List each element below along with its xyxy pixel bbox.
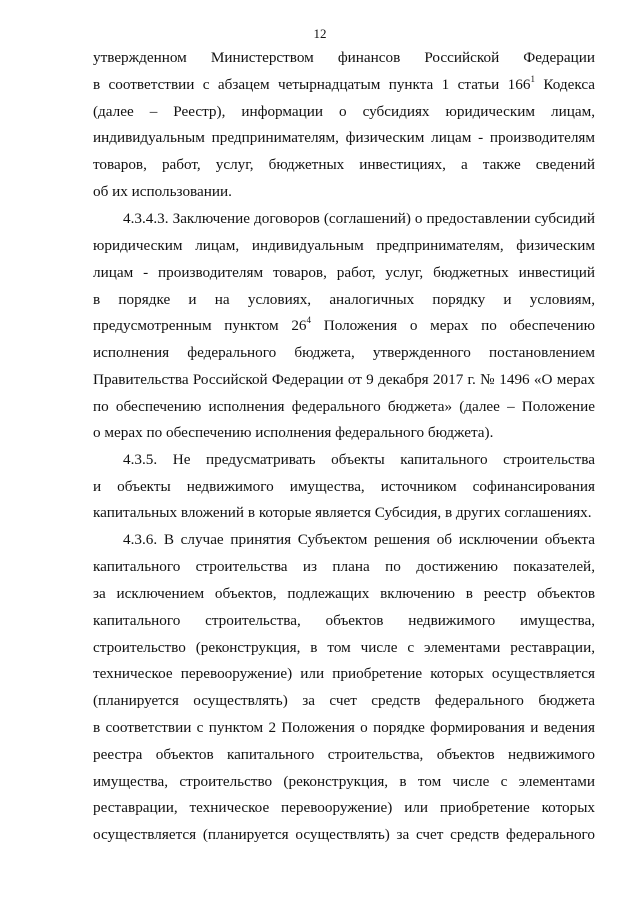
page-number: 12: [313, 26, 327, 41]
text-line: о мерах по обеспечению исполнения федерального бюджета).: [93, 424, 494, 441]
text-line: капитальных вложений в которые является Субсидия, в других соглашениях.: [93, 504, 592, 521]
text-line: за исключением объектов, подлежащих включению в реестр объектов: [93, 585, 595, 602]
text-line: лицам - производителям товаров, работ, услуг, бюджетных инвестиций: [93, 264, 595, 281]
text-line: (далее – Реестр), информации о субсидиях юридическим лицам,: [93, 103, 595, 120]
text-line: 4.3.4.3. Заключение договоров (соглашений) о предоставлении субсидий: [123, 210, 595, 227]
footnote-superscript: 4: [306, 314, 312, 325]
text-line: юридическим лицам, индивидуальным предпринимателям, физическим: [93, 237, 595, 254]
text-line: капитального строительства из плана по достижению показателей,: [93, 558, 595, 575]
text-line-part: в соответствии с абзацем четырнадцатым пункта 1 статьи 166: [93, 76, 531, 93]
text-line: 4.3.5. Не предусматривать объекты капитального строительства: [123, 451, 595, 468]
text-line-part: Положения о мерах по обеспечению: [311, 317, 596, 334]
text-line: об их использовании.: [93, 183, 232, 200]
text-line-part: предусмотренным пунктом 26: [93, 317, 307, 334]
text-line: товаров, работ, услуг, бюджетных инвестициях, а также сведений: [93, 156, 595, 173]
text-line: индивидуальным предпринимателям, физическим лицам - производителям: [93, 129, 595, 146]
text-line: капитального строительства, объектов недвижимого имущества,: [93, 612, 595, 629]
footnote-superscript: 1: [530, 73, 535, 84]
text-line: техническое перевооружение) или приобретение которых осуществляется: [93, 665, 595, 682]
text-line: и объекты недвижимого имущества, источником софинансирования: [93, 478, 595, 495]
text-line: утвержденном Министерством финансов Российской Федерации: [93, 49, 595, 66]
text-line: строительство (реконструкция, в том числе с элементами реставрации,: [93, 639, 595, 656]
text-line: осуществляется (планируется осуществлять) за счет средств федерального: [93, 826, 595, 843]
text-line: по обеспечению исполнения федерального бюджета» (далее – Положение: [93, 398, 595, 415]
text-line: (планируется осуществлять) за счет средств федерального бюджета: [93, 692, 595, 709]
text-line: реставрации, техническое перевооружение) или приобретение которых: [93, 799, 595, 816]
text-line-part: Кодекса: [534, 76, 595, 93]
text-line: в порядке и на условиях, аналогичных порядку и условиям,: [93, 291, 595, 308]
text-line: [93, 75, 595, 95]
text-line: имущества, строительство (реконструкция, в том числе с элементами: [93, 773, 595, 790]
text-line: [93, 316, 595, 336]
text-line: 4.3.6. В случае принятия Субъектом решения об исключении объекта: [123, 531, 595, 548]
text-line: исполнения федерального бюджета, утвержденного постановлением: [93, 344, 595, 361]
text-line: в соответствии с пунктом 2 Положения о порядке формирования и ведения: [93, 719, 595, 736]
text-line: Правительства Российской Федерации от 9 декабря 2017 г. № 1496 «О мерах: [93, 371, 595, 388]
text-line: реестра объектов капитального строительства, объектов недвижимого: [93, 746, 595, 763]
